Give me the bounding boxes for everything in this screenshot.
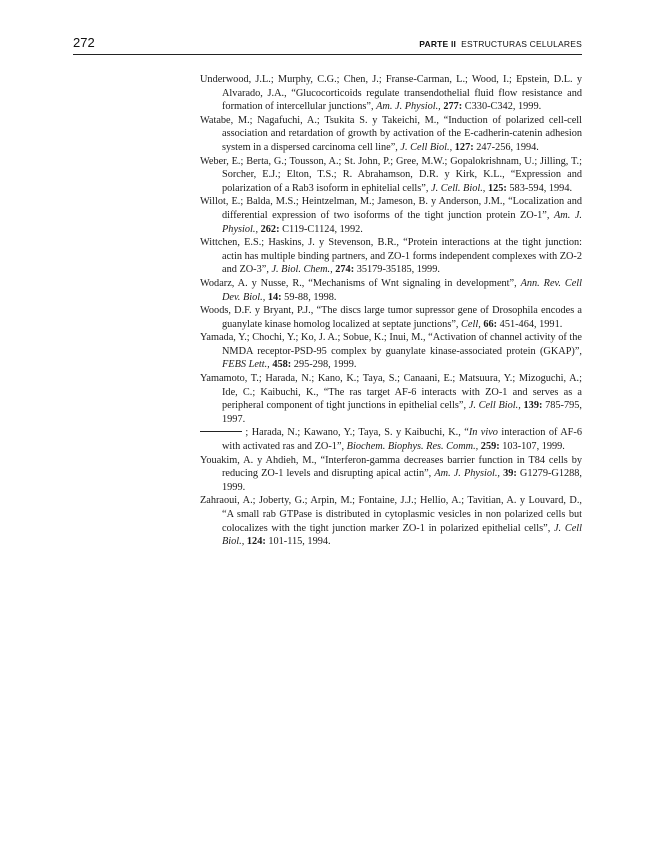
ref-volume: 125: xyxy=(487,182,507,194)
ref-text: Willot, E.; Balda, M.S.; Heintzelman, M.; Jameson, B. y Anderson, J.M., “Localization and differential expression of two isoforms of the tight junction protein ZO-1”, xyxy=(200,196,582,221)
ref-journal: Am. J. Physiol., xyxy=(376,101,441,113)
ref-text: Zahraoui, A.; Joberty, G.; Arpin, M.; Fontaine, J.J.; Hellio, A.; Tavitian, A. y Louvard, D., “A small rab GTPase is distributed in cytoplasmic vesicles in non polarized cells but colocalizes with the tight junction marker ZO-1 in polarized epithelial cells”, xyxy=(200,495,582,534)
reference-entry xyxy=(200,236,582,277)
ditto-dash xyxy=(200,431,242,432)
ref-text: ; Harada, N.; Kawano, Y.; Taya, S. y Kaibuchi, K., “ xyxy=(242,427,469,439)
reference-entry xyxy=(200,372,582,426)
ref-journal: Am. J. Physiol., xyxy=(434,468,501,480)
reference-entry xyxy=(200,114,582,155)
ref-volume: 66: xyxy=(483,318,498,330)
reference-entry xyxy=(200,277,582,304)
ref-volume: 262: xyxy=(260,223,280,235)
ref-pages: 583-594, 1994. xyxy=(506,182,573,194)
ref-journal: J. Biol. Chem., xyxy=(271,264,333,276)
ref-pages: 101-115, 1994. xyxy=(265,536,331,548)
ref-italic-title: In vivo xyxy=(468,427,498,439)
ref-volume: 458: xyxy=(272,359,292,371)
reference-entry xyxy=(200,195,582,236)
ref-text-mid: interaction of AF-6 with activated ras and ZO-1”, xyxy=(222,427,582,453)
ref-journal: J. Cell. Biol., xyxy=(431,182,486,194)
ref-text: Youakim, A. y Ahdieh, M., “Interferon-gamma decreases barrier function in T84 cells by reducing ZO-1 levels and disrupting apical actin”, xyxy=(200,454,582,480)
ref-text: Wodarz, A. y Nusse, R., “Mechanisms of Wnt signaling in development”, xyxy=(200,277,521,289)
ref-pages: 451-464, 1991. xyxy=(497,318,563,330)
ref-pages: 295-298, 1999. xyxy=(291,359,357,371)
ref-pages: 59-88, 1998. xyxy=(281,291,337,303)
ref-volume: 39: xyxy=(503,468,517,480)
running-head xyxy=(419,39,582,49)
ref-pages: C119-C1124, 1992. xyxy=(279,223,363,235)
ref-volume: 277: xyxy=(443,101,463,113)
reference-entry xyxy=(200,155,582,196)
part-label: PARTE II xyxy=(419,39,457,49)
ref-volume: 274: xyxy=(335,264,355,276)
ref-text: Underwood, J.L.; Murphy, C.G.; Chen, J.; Franse-Carman, L.; Wood, I.; Epstein, D.L. y Alvarado, J.A., “Glucocorticoids regulate transendothelial fluid flow resistance and formation of intercellular junctions”, xyxy=(200,74,582,113)
ref-text: Wittchen, E.S.; Haskins, J. y Stevenson, B.R., “Protein interactions at the tight junction: actin has multiple binding partners, and ZO-1 forms independent complexes with ZO-2 and ZO-3”, xyxy=(200,237,582,276)
reference-entry xyxy=(200,426,582,453)
ref-journal: FEBS Lett., xyxy=(222,359,270,371)
ref-journal: Biochem. Biophys. Res. Comm., xyxy=(346,441,479,453)
ref-text: Watabe, M.; Nagafuchi, A.; Tsukita S. y Takeichi, M., “Induction of polarized cell-cell association and retardation of growth by activation of the E-cadherin-catenin adhesion system in a dispersed carcinoma cell line”, xyxy=(200,114,582,153)
ref-pages: 785-795, 1997. xyxy=(222,400,582,425)
section-title: ESTRUCTURAS CELULARES xyxy=(461,39,582,49)
ref-pages: G1279-G1288, 1999. xyxy=(222,468,582,493)
ref-journal: Am. J. Physiol., xyxy=(222,209,582,235)
ref-pages: C330-C342, 1999. xyxy=(462,101,542,113)
reference-list xyxy=(200,73,582,549)
ref-journal: J. Cell Biol., xyxy=(468,400,521,412)
running-header xyxy=(73,34,582,55)
ref-pages: 247-256, 1994. xyxy=(473,141,539,153)
reference-entry xyxy=(200,494,582,548)
reference-entry xyxy=(200,304,582,331)
ref-journal: Ann. Rev. Cell Dev. Biol., xyxy=(222,277,582,303)
ref-pages: 103-107, 1999. xyxy=(499,441,565,453)
ref-volume: 124: xyxy=(246,536,266,548)
ref-volume: 127: xyxy=(454,141,474,153)
ref-volume: 139: xyxy=(523,400,543,412)
page-number: 272 xyxy=(73,35,95,50)
reference-entry xyxy=(200,454,582,495)
ref-text: Woods, D.F. y Bryant, P.J., “The discs large tumor supressor gene of Drosophila encodes a guanylate kinase homolog localized at septate junctions”, xyxy=(200,305,582,330)
ref-journal: J. Cell Biol., xyxy=(222,522,582,548)
ref-text: Weber, E.; Berta, G.; Tousson, A.; St. John, P.; Gree, M.W.; Gopalokrishnam, U.; Jilling, T.; Sorcher, E.J.; Elton, T.S.; R. Abrahamson, D.R. y Kirk, K.L., “Expression and polarization of a Rab3 isoform in ephitelial cells”, xyxy=(200,155,582,194)
ref-text: Yamada, Y.; Chochi, Y.; Ko, J. A.; Sobue, K.; Inui, M., “Activation of channel activity of the NMDA receptor-PSD-95 complex by guanylate kinase-associated protein (GKAP)”, xyxy=(200,332,582,357)
reference-entry xyxy=(200,73,582,114)
reference-entry xyxy=(200,331,582,372)
ref-journal: Cell, xyxy=(461,318,481,330)
ref-journal: J. Cell Biol., xyxy=(400,141,453,153)
ref-text: Yamamoto, T.; Harada, N.; Kano, K.; Taya, S.; Canaani, E.; Matsuura, Y.; Mizoguchi, A.; Ide, C.; Kaibuchi, K., “The ras target AF-6 interacts with ZO-1 and serves as a peripheral component of tight junctions in epithelial cells”, xyxy=(200,373,582,412)
ref-volume: 259: xyxy=(480,441,500,453)
ref-volume: 14: xyxy=(267,291,282,303)
ref-pages: 35179-35185, 1999. xyxy=(354,264,440,276)
